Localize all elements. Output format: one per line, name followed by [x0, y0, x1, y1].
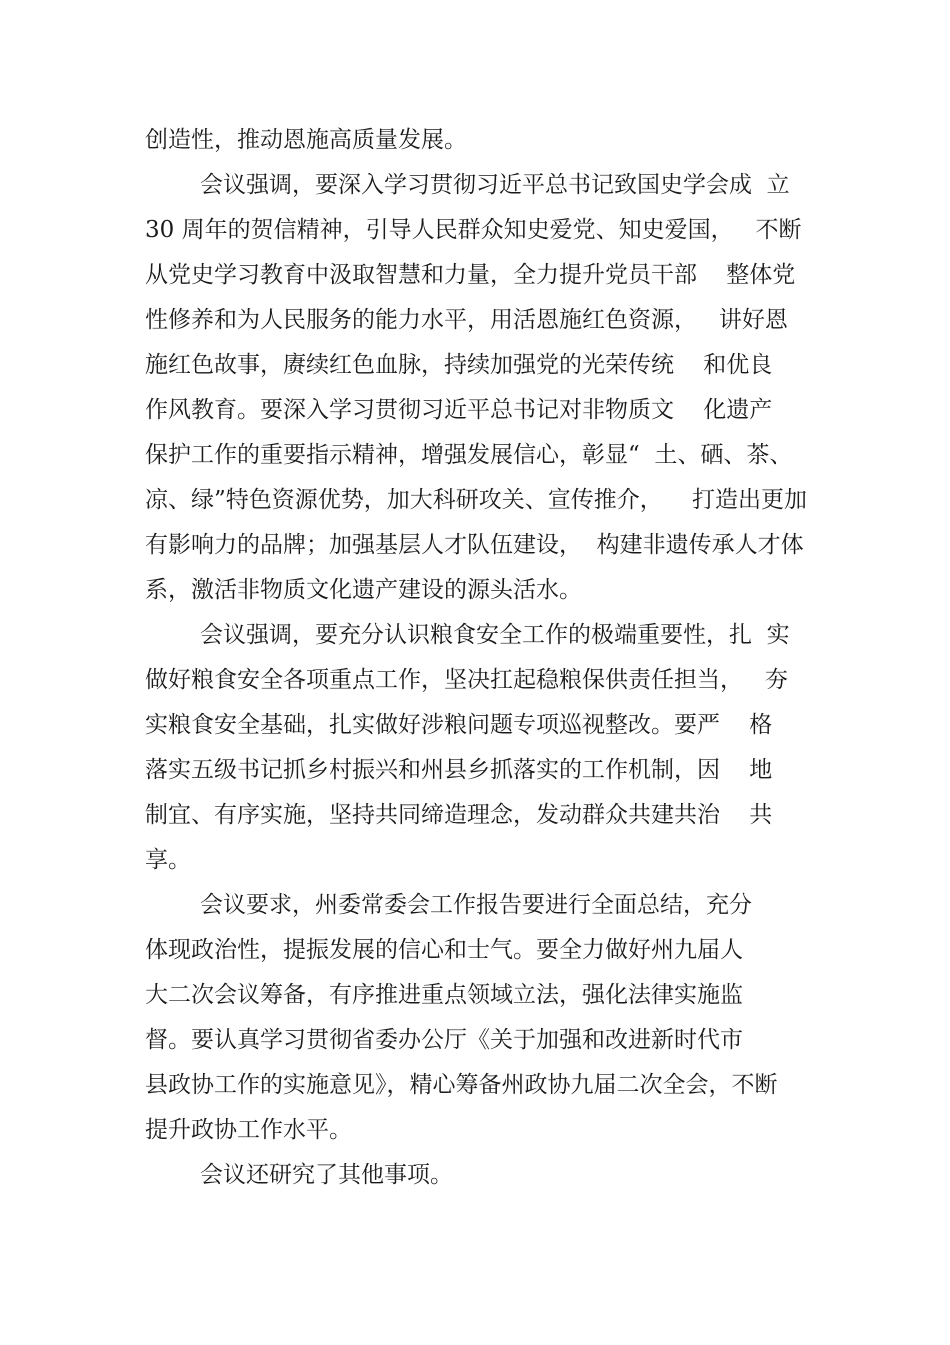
paragraph-start-line: 会议还研究了其他事项。	[200, 1162, 453, 1188]
paragraph-start-line: 会议要求，州委常委会工作报告要进行全面总结，充分	[200, 892, 752, 918]
text-line: 落实五级书记抓乡村振兴和州县乡抓落实的工作机制，因 地	[145, 757, 773, 783]
text-line: 体现政治性，提振发展的信心和士气。要全力做好州九届人	[145, 937, 743, 963]
paragraph-start-line: 会议强调，要深入学习贯彻习近平总书记致国史学会成 立	[200, 172, 790, 198]
text-line: 制宜、有序实施，坚持共同缔造理念，发动群众共建共治 共	[145, 802, 773, 828]
text-line: 做好粮食安全各项重点工作，坚决扛起稳粮保供责任担当， 夯	[145, 667, 788, 693]
text-line: 30 周年的贺信精神，引导人民群众知史爱党、知史爱国， 不断	[145, 217, 802, 243]
text-line: 督。要认真学习贯彻省委办公厅《关于加强和改进新时代市	[145, 1027, 743, 1053]
text-line: 大二次会议筹备，有序推进重点领域立法，强化法律实施监	[145, 982, 743, 1008]
text-line: 从党史学习教育中汲取智慧和力量，全力提升党员干部 整体党	[145, 262, 796, 288]
text-line: 实粮食安全基础，扎实做好涉粮问题专项巡视整改。要严 格	[145, 712, 773, 738]
text-line: 县政协工作的实施意见》，精心筹备州政协九届二次全会，不断	[145, 1072, 778, 1098]
text-line: 提升政协工作水平。	[145, 1117, 352, 1143]
text-line: 作风教育。要深入学习贯彻习近平总书记对非物质文 化遗产	[145, 397, 773, 423]
text-line: 施红色故事，赓续红色血脉，持续加强党的光荣传统 和优良	[145, 352, 773, 378]
text-line: 保护工作的重要指示精神，增强发展信心，彰显“ 土、硒、茶、	[145, 442, 793, 468]
paragraph-start-line: 会议强调，要充分认识粮食安全工作的极端重要性，扎 实	[200, 622, 790, 648]
text-line: 有影响力的品牌；加强基层人才队伍建设， 构建非遗传承人才体	[145, 532, 804, 558]
document-body	[145, 118, 845, 1198]
text-line: 系，激活非物质文化遗产建设的源头活水。	[145, 577, 582, 603]
text-line: 创造性，推动恩施高质量发展。	[145, 127, 467, 153]
text-line: 凉、绿”特色资源优势，加大科研攻关、宣传推介， 打造出更加	[145, 487, 808, 513]
text-line: 性修养和为人民服务的能力水平，用活恩施红色资源， 讲好恩	[145, 307, 788, 333]
text-line: 享。	[145, 847, 191, 873]
